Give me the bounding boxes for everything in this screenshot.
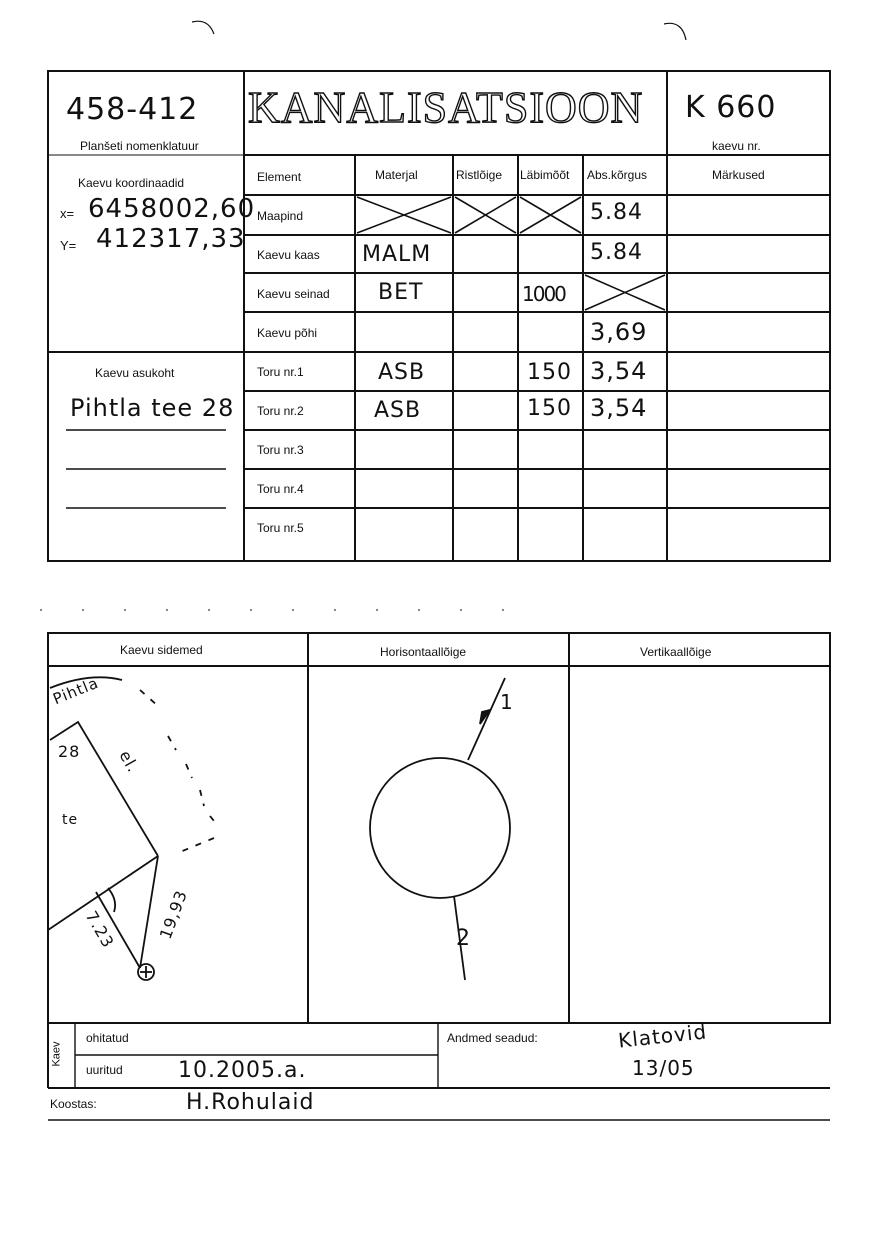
row-element: Maapind	[257, 209, 304, 223]
row-element: Toru nr.3	[257, 443, 304, 457]
material-value: MALM	[362, 242, 432, 267]
material-value: ASB	[378, 360, 426, 385]
pipe-2-label: 2	[456, 926, 471, 951]
sketch-col-horizontal: Horisontaallõige	[380, 645, 467, 659]
sketch-distance-1: 7.23	[81, 907, 118, 952]
row-element: Toru nr.4	[257, 482, 304, 496]
surveyed-label: ohitatud	[86, 1031, 129, 1045]
header-diameter: Läbimõõt	[520, 168, 570, 182]
horizontal-section-drawing	[370, 678, 510, 980]
y-value: 412317,33	[96, 224, 246, 254]
diameter-value: 150	[527, 360, 572, 385]
diameter-value: 150	[527, 396, 572, 421]
header-element: Element	[257, 170, 302, 184]
abs-height-value: 5.84	[590, 240, 643, 265]
location-sketch	[48, 677, 218, 980]
header-abs-height: Abs.kõrgus	[587, 168, 648, 182]
measured-label: uuritud	[86, 1063, 123, 1077]
sketch-col-connections: Kaevu sidemed	[120, 643, 203, 657]
data-received-label: Andmed seadud:	[447, 1031, 538, 1045]
y-label: Y=	[60, 238, 77, 253]
data-received-date: 13/05	[632, 1056, 695, 1080]
row-element: Toru nr.1	[257, 365, 304, 379]
header-material: Materjal	[375, 168, 418, 182]
abs-height-value: 5.84	[590, 200, 643, 225]
measured-value: 10.2005.a.	[178, 1058, 307, 1083]
x-label: x=	[60, 206, 75, 221]
header-cross-section: Ristlõige	[456, 168, 503, 182]
well-number-value: K 660	[685, 90, 777, 125]
location-label: Kaevu asukoht	[95, 366, 175, 380]
nomenclature-value: 458-412	[66, 92, 199, 127]
row-element: Toru nr.2	[257, 404, 304, 418]
data-received-sign: Klatovid	[616, 1019, 709, 1053]
coords-label: Kaevu koordinaadid	[78, 176, 185, 190]
abs-height-value: 3,69	[590, 318, 648, 346]
form-title: KANALISATSIOON	[248, 83, 644, 132]
row-element: Toru nr.5	[257, 521, 304, 535]
diameter-value: 1000	[522, 282, 565, 306]
nomenclature-label: Planšeti nomenklatuur	[80, 139, 199, 153]
row-element: Kaevu kaas	[257, 248, 320, 262]
sketch-distance-2: 19,93	[155, 887, 192, 942]
row-element: Kaevu põhi	[257, 326, 318, 340]
material-value: BET	[378, 280, 424, 305]
material-value: ASB	[374, 398, 422, 423]
row-element: Kaevu seinad	[257, 287, 330, 301]
sketch-street: Pihtla	[50, 673, 102, 709]
well-number-label: kaevu nr.	[712, 139, 761, 153]
pipe-1-label: 1	[500, 690, 514, 714]
abs-height-value: 3,54	[590, 394, 648, 422]
sketch-col-vertical: Vertikaallõige	[640, 645, 712, 659]
location-value: Pihtla tee 28	[70, 394, 235, 422]
sketch-house-number: 28	[58, 742, 81, 761]
sketch-abbr: el.	[115, 747, 144, 776]
author-value: H.Rohulaid	[186, 1090, 315, 1115]
abs-height-value: 3,54	[590, 357, 648, 385]
x-value: 6458002,60	[88, 194, 256, 224]
footer-side-label: Kaev	[50, 1041, 63, 1067]
author-label: Koostas:	[50, 1097, 97, 1111]
header-notes: Märkused	[712, 168, 765, 182]
sketch-road: te	[62, 812, 79, 828]
